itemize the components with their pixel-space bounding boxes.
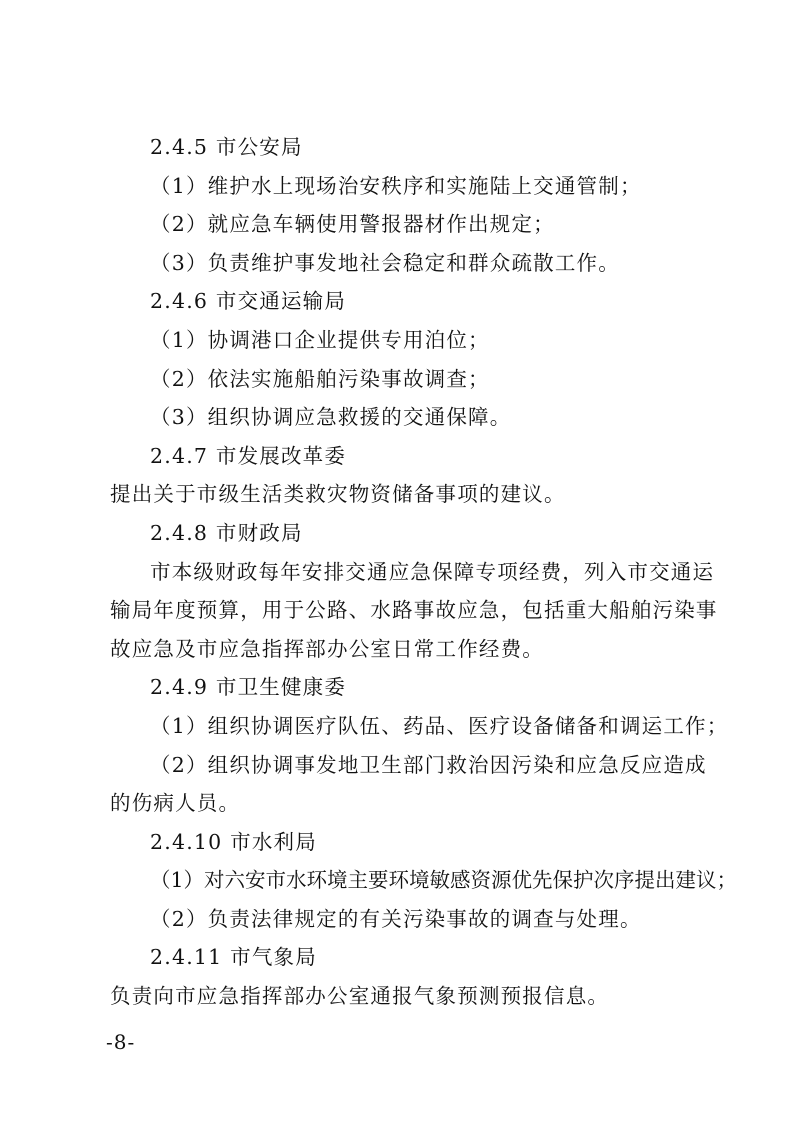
paragraph-line: 故应急及市应急指挥部办公室日常工作经费。	[110, 636, 544, 661]
paragraph-line: （1）协调港口企业提供专用泊位；	[150, 327, 490, 352]
section-heading-2-4-7: 2.4.7 市发展改革委	[150, 443, 347, 468]
section-heading-2-4-8: 2.4.8 市财政局	[150, 520, 303, 545]
paragraph-line: （2）负责法律规定的有关污染事故的调查与处理。	[150, 906, 642, 931]
section-heading-2-4-5: 2.4.5 市公安局	[150, 135, 303, 159]
paragraph-line: （2）就应急车辆使用警报器材作出规定；	[150, 212, 555, 237]
paragraph-line: 市本级财政每年安排交通应急保障专项经费，列入市交通运	[150, 559, 715, 584]
section-heading-2-4-6: 2.4.6 市交通运输局	[150, 289, 347, 314]
document-body	[110, 128, 738, 1016]
paragraph-line: 负责向市应急指挥部办公室通报气象预测预报信息。	[110, 984, 610, 1009]
section-heading-2-4-11: 2.4.11 市气象局	[150, 945, 317, 970]
section-heading-2-4-9: 2.4.9 市卫生健康委	[150, 675, 347, 700]
paragraph-line: （1）维护水上现场治安秩序和实施陆上交通管制；	[150, 173, 642, 198]
paragraph-line: （1）组织协调医疗队伍、药品、医疗设备储备和调运工作；	[150, 713, 729, 738]
paragraph-line: （2）依法实施船舶污染事故调查；	[150, 366, 490, 391]
paragraph-line: （3）负责维护事发地社会稳定和群众疏散工作。	[150, 250, 620, 275]
paragraph-line: 提出关于市级生活类救灾物资储备事项的建议。	[110, 482, 566, 507]
section-heading-2-4-10: 2.4.10 市水利局	[150, 829, 317, 854]
paragraph-line: 的伤病人员。	[110, 791, 241, 816]
paragraph-line: （1）对六安市水环境主要环境敏感资源优先保护次序提出建议；	[150, 868, 738, 893]
page-number: -8-	[106, 1030, 136, 1054]
paragraph-line: （3）组织协调应急救援的交通保障。	[150, 405, 512, 430]
paragraph-line: （2）组织协调事发地卫生部门救治因污染和应急反应造成	[150, 752, 707, 777]
paragraph-line: 输局年度预算，用于公路、水路事故应急，包括重大船舶污染事	[110, 598, 718, 623]
